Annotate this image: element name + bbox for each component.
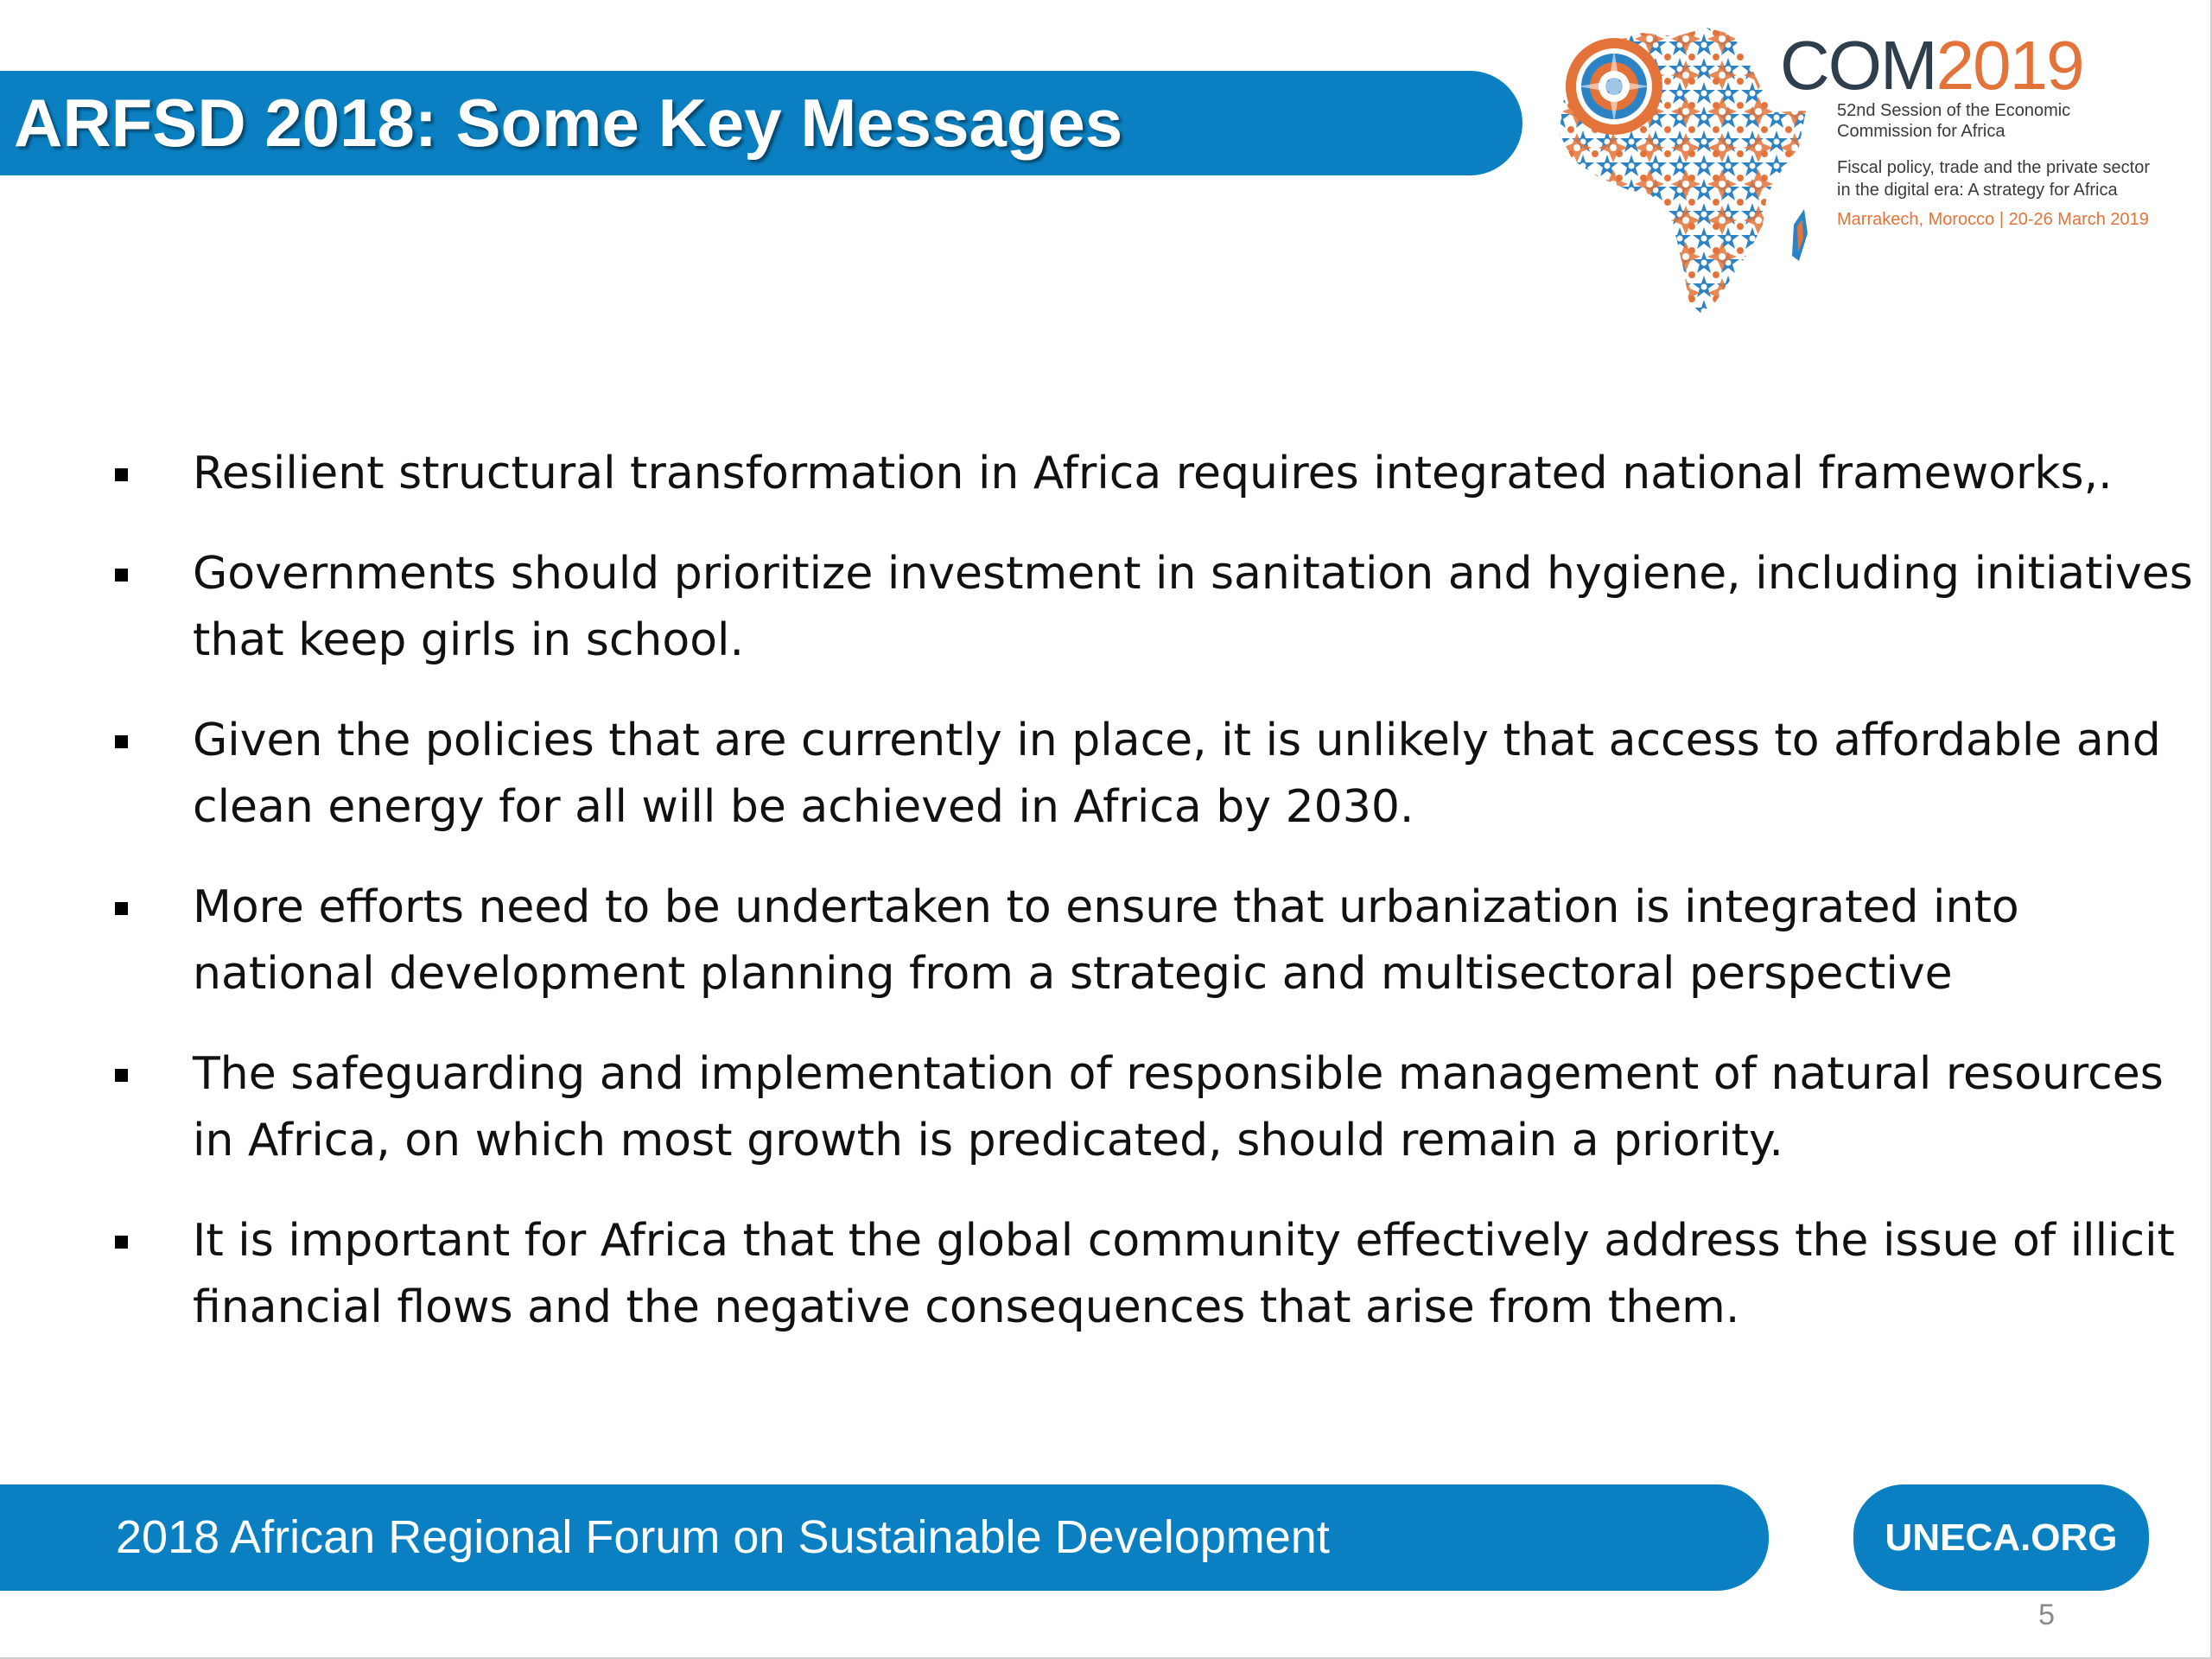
square-bullet-icon bbox=[115, 902, 128, 915]
bullet-text: Resilient structural transformation in Africa requires integrated national frameworks,. bbox=[193, 448, 2113, 499]
square-bullet-icon bbox=[115, 735, 128, 748]
bullet-text: Given the policies that are currently in place, it is unlikely that access to affordable and clean energy for all will be achieved in Africa by 2030. bbox=[193, 715, 2161, 833]
square-bullet-icon bbox=[115, 468, 128, 481]
session-line-1: 52nd Session of the Economic bbox=[1837, 101, 2071, 120]
title-bar bbox=[0, 71, 1522, 175]
list-item bbox=[0, 441, 2212, 507]
key-messages-list bbox=[0, 441, 2212, 1375]
list-item bbox=[0, 708, 2212, 841]
theme-line-2: in the digital era: A strategy for Africa bbox=[1837, 181, 2118, 200]
list-item bbox=[0, 541, 2212, 674]
list-item bbox=[0, 1041, 2212, 1174]
list-item bbox=[0, 1208, 2212, 1341]
uneca-website-link[interactable]: UNECA.ORG bbox=[1853, 1484, 2149, 1591]
square-bullet-icon bbox=[115, 1236, 128, 1249]
com-text: COM bbox=[1780, 27, 1936, 104]
bullet-text: Governments should prioritize investment in sanitation and hygiene, including initiatives that keep girls in school. bbox=[193, 548, 2193, 666]
session-line-2: Commission for Africa bbox=[1837, 122, 2005, 141]
year-text: 2019 bbox=[1936, 27, 2083, 104]
slide-title: ARFSD 2018: Some Key Messages bbox=[14, 85, 1123, 161]
bullet-text: More efforts need to be undertaken to ensure that urbanization is integrated into national development planning from a strategic and multisectoral perspective bbox=[193, 881, 2019, 1000]
square-bullet-icon bbox=[115, 1069, 128, 1082]
location-date-line: Marrakech, Morocco | 20-26 March 2019 bbox=[1837, 210, 2149, 229]
bullet-text: It is important for Africa that the global community effectively address the issue of illicit financial flows and the negative consequences that arise from them. bbox=[193, 1215, 2175, 1333]
forum-name: 2018 African Regional Forum on Sustainable Development bbox=[116, 1511, 1330, 1563]
page-number: 5 bbox=[2038, 1599, 2055, 1631]
bullet-text: The safeguarding and implementation of responsible management of natural resources in Africa, on which most growth is predicated, should remain a priority. bbox=[193, 1048, 2164, 1166]
square-bullet-icon bbox=[115, 569, 128, 582]
theme-line-1: Fiscal policy, trade and the private sector bbox=[1837, 158, 2151, 177]
com2019-wordmark bbox=[1780, 27, 2083, 104]
footer-bar bbox=[0, 1484, 1769, 1591]
list-item bbox=[0, 874, 2212, 1007]
com2019-logo bbox=[1547, 9, 2203, 320]
